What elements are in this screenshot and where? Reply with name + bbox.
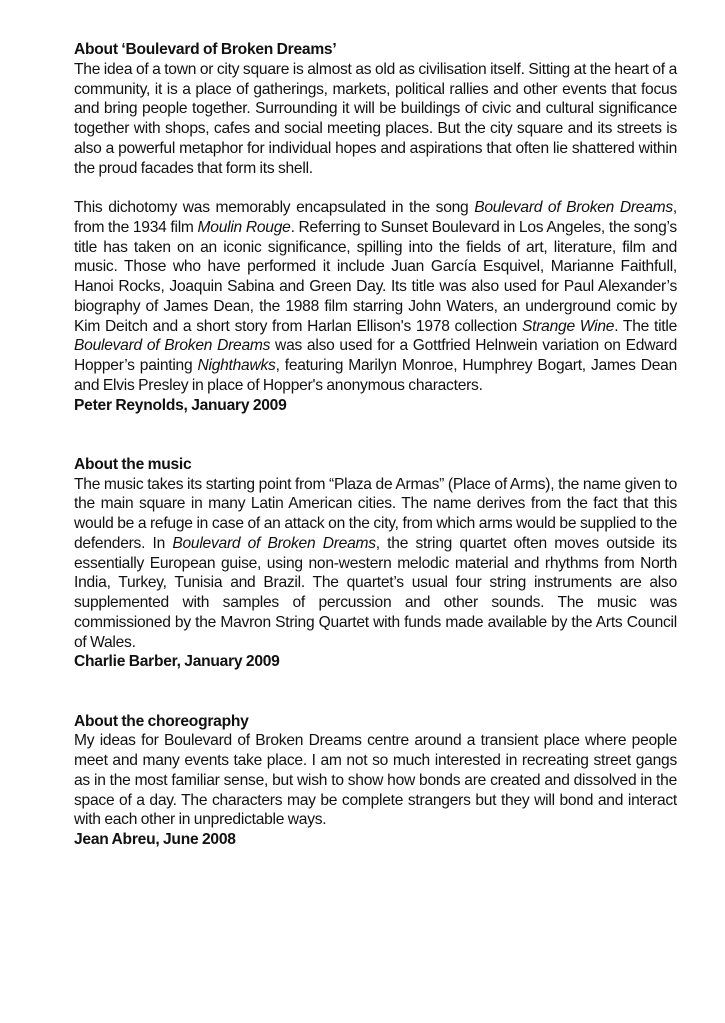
italic-title: Boulevard of Broken Dreams [172, 534, 376, 552]
text-run: , featuring Marilyn Monroe, Humphrey Bogart, James Dean and Elvis Presley in place of Hopper's anonymous characters. [74, 357, 677, 394]
paragraph [74, 731, 677, 830]
italic-title: Boulevard of Broken Dreams [474, 199, 673, 216]
section-heading: About ‘Boulevard of Broken Dreams’ [74, 41, 337, 58]
text-run: This dichotomy was memorably encapsulated in the song [74, 199, 475, 216]
document-page [74, 40, 677, 850]
text-run: . Referring to Sunset Boulevard in Los Angeles, the song’s title has taken on an iconic significance, spilling into the fields of art, literature, film and music. Those who have performed it include Juan García Esquivel, Marianne Faithfull, Hanoi Rocks, Joaquin Sabina and Green Day. Its title was also used for Paul Alexander’s biography of James Dean, the 1988 film starring John Waters, an underground comic by Kim Deitch and a short story from Harlan Ellison's 1978 collection [74, 218, 677, 335]
italic-title: Strange Wine [522, 317, 615, 335]
section-about-music [74, 455, 677, 672]
text-run: was also used for a Gottfried Helnwein variation on Edward Hopper’s painting [74, 337, 677, 374]
author-signature: Charlie Barber, January 2009 [74, 653, 280, 671]
section-spacer [74, 672, 677, 712]
text-run: The idea of a town or city square is almost as old as civilisation itself. Sitting at the heart of a community, it is a place of gatherings, markets, political rallies and other events that focus and bring people together. Surrounding it will be buildings of civic and cultural significance together with shops, cafes and social meeting places. But the city square and its streets is also a powerful metaphor for individual hopes and aspirations that often lie shattered within the proud facades that form its shell. [74, 60, 677, 177]
paragraph [74, 475, 677, 653]
paragraph-spacer [74, 178, 677, 198]
section-about-boulevard [74, 40, 677, 415]
text-run: , the string quartet often moves outside its essentially European guise, using non-western melodic material and rhythms from North India, Turkey, Tunisia and Brazil. The quartet’s usual four string instruments are also supplemented with samples of percussion and other sounds. The music was commissioned by the Mavron String Quartet with funds made available by the Arts Council of Wales. [74, 534, 677, 651]
paragraph [74, 198, 677, 396]
author-signature: Peter Reynolds, January 2009 [74, 396, 287, 414]
italic-title: Boulevard of Broken Dreams [74, 337, 271, 355]
italic-title: Moulin Rouge [197, 218, 291, 236]
italic-title: Nighthawks [197, 357, 276, 374]
text-run: , from the 1934 film [74, 199, 677, 236]
paragraph [74, 60, 677, 179]
text-run: My ideas for Boulevard of Broken Dreams centre around a transient place where people meet and many events take place. I am not so much interested in recreating street gangs as in the most familiar sense, but wish to show how bonds are created and dissolved in the space of a day. The characters may be complete strangers but they will bond and interact with each other in unpredictable ways. [74, 732, 677, 829]
section-spacer [74, 415, 677, 455]
section-heading: About the choreography [74, 712, 249, 730]
author-signature: Jean Abreu, June 2008 [74, 831, 236, 848]
section-about-choreography [74, 712, 677, 850]
text-run: The music takes its starting point from “Plaza de Armas” (Place of Arms), the name given to the main square in many Latin American cities. The name derives from the fact that this would be a refuge in case of an attack on the city, from which arms would be supplied to the defenders. In [74, 475, 677, 552]
section-heading: About the music [74, 455, 192, 473]
text-run: . The title [614, 317, 678, 335]
